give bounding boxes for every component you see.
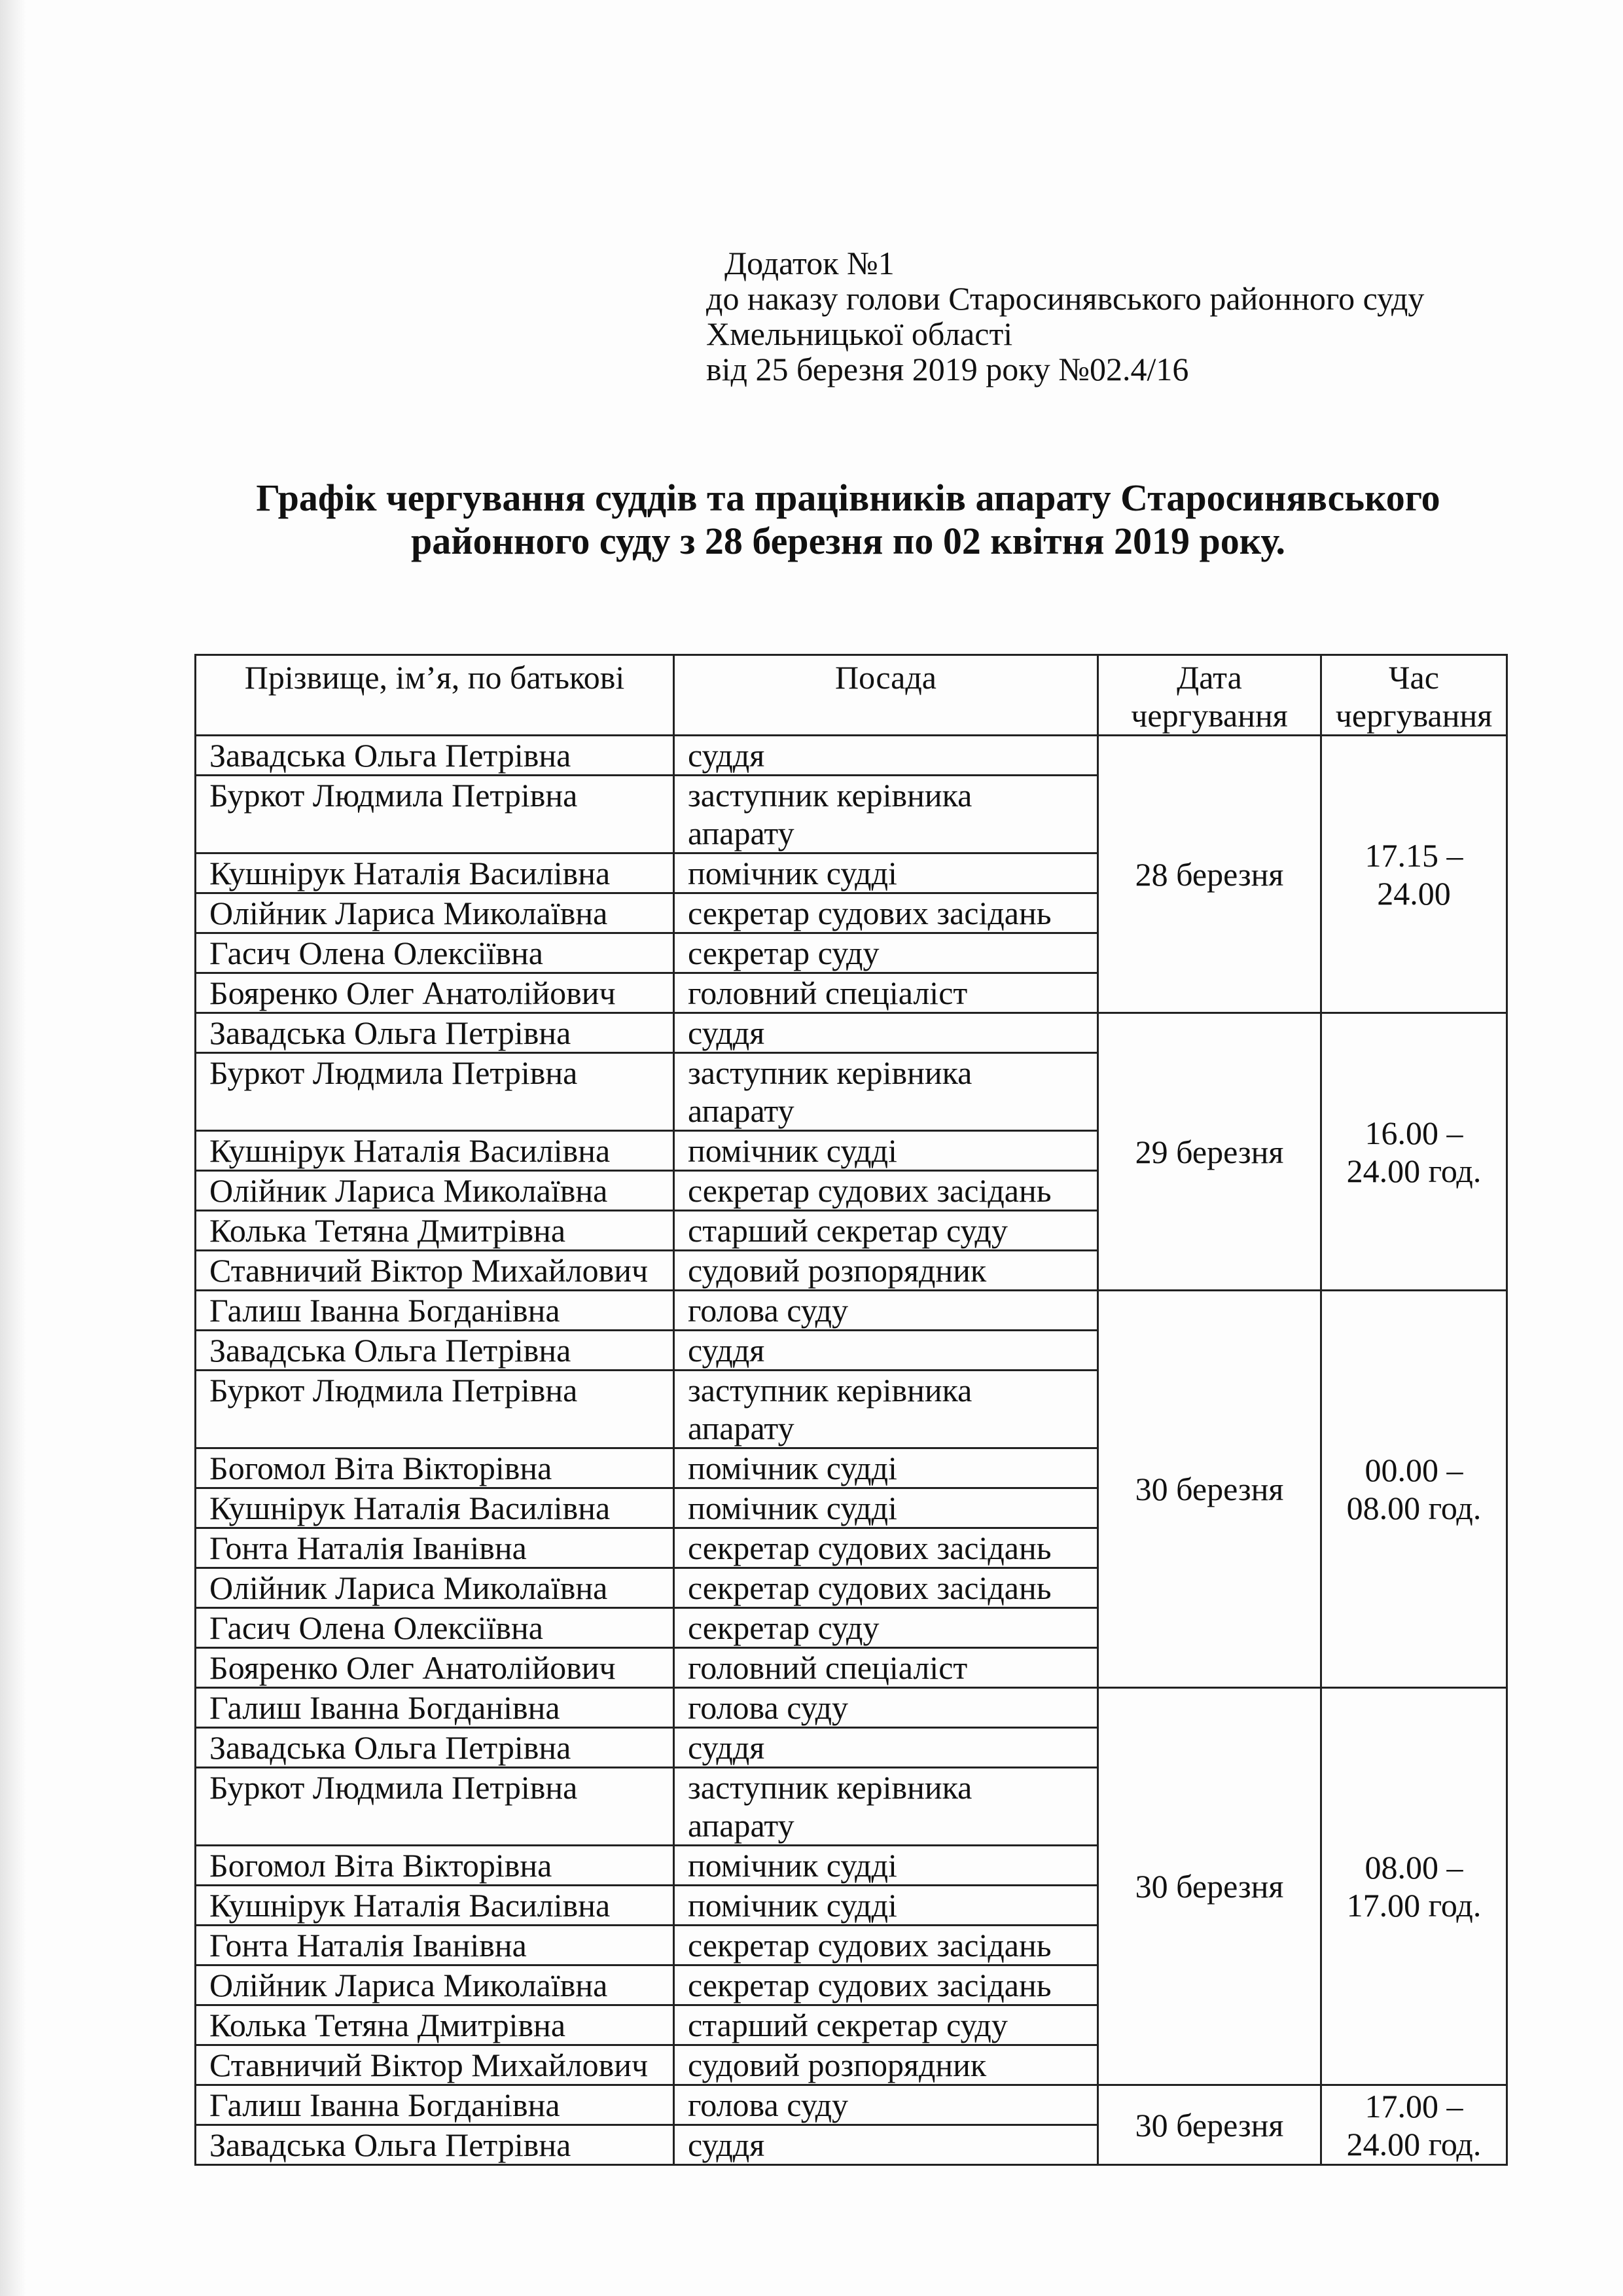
duty-time-line: 24.00 [1377,874,1451,912]
employee-position-cell [674,1846,1098,1886]
employee-name: Буркот Людмила Петрівна [196,776,674,853]
employee-name: Ставничий Віктор Михайлович [196,1251,674,1291]
employee-name: Буркот Людмила Петрівна [196,1371,674,1448]
employee-position: заступник керівника апарату [688,1054,972,1129]
employee-name: Кушнірук Наталія Василівна [196,853,674,893]
employee-name: Колька Тетяна Дмитрівна [196,1211,674,1251]
employee-name: Гасич Олена Олексіївна [196,933,674,973]
title-line-2: районного суду з 28 березня по 02 квітня 2019 року. [410,520,1286,562]
employee-position: голова суду [688,2087,849,2123]
employee-position-cell [674,1568,1098,1608]
appendix-date-line: від 25 березня 2019 року №02.4/16 [706,351,1189,387]
employee-name: Завадська Ольга Петрівна [196,736,674,776]
employee-position-cell [674,1768,1098,1846]
employee-name: Кушнірук Наталія Василівна [196,1886,674,1926]
employee-position: помічник судді [688,1490,897,1526]
employee-position: суддя [688,1014,765,1051]
header-duty-time: Час чергування [1321,655,1507,736]
employee-position-cell [674,1688,1098,1728]
employee-position: заступник керівника апарату [688,777,972,852]
employee-name: Бояренко Олег Анатолійович [196,973,674,1013]
employee-position: голова суду [688,1689,849,1726]
duty-time-line: 17.00 год. [1346,1887,1482,1924]
table-body [196,736,1507,2165]
employee-position: суддя [688,2126,765,2163]
employee-position-cell [674,973,1098,1013]
employee-position: суддя [688,1729,765,1766]
employee-position: секретар судових засідань [688,1927,1052,1964]
employee-position-cell [674,1926,1098,1965]
duty-date: 30 березня [1098,2085,1321,2165]
employee-position-cell [674,1171,1098,1211]
employee-name: Олійник Лариса Миколаївна [196,1171,674,1211]
employee-position: помічник судді [688,1847,897,1884]
employee-name: Завадська Ольга Петрівна [196,1013,674,1053]
employee-position-cell [674,2005,1098,2045]
employee-position: головний спеціаліст [688,1649,968,1686]
employee-position: помічник судді [688,1132,897,1169]
employee-name: Олійник Лариса Миколаївна [196,1965,674,2005]
employee-position: секретар суду [688,1609,880,1646]
employee-position-cell [674,1528,1098,1568]
employee-name: Олійник Лариса Миколаївна [196,1568,674,1608]
duty-time-line: 08.00 – [1364,1849,1463,1886]
employee-position-cell [674,1251,1098,1291]
duty-time-line: 17.00 – [1364,2087,1463,2125]
duty-time-line: 24.00 год. [1346,2125,1482,2162]
employee-position-cell [674,1728,1098,1768]
appendix-order-line: до наказу голови Старосинявського районного суду [706,280,1425,317]
employee-position: секретар судових засідань [688,1530,1052,1566]
appendix-number: Додаток №1 [724,245,895,281]
duty-time-line: 24.00 год. [1346,1152,1482,1189]
employee-name: Колька Тетяна Дмитрівна [196,2005,674,2045]
employee-name: Завадська Ольга Петрівна [196,1331,674,1371]
employee-name: Галиш Іванна Богданівна [196,1688,674,1728]
duty-time-line: 08.00 год. [1346,1490,1482,1526]
employee-position-cell [674,2085,1098,2125]
employee-position: помічник судді [688,855,897,891]
duty-schedule-table [194,654,1508,2166]
table-row [196,1688,1507,1728]
employee-position-cell [674,1608,1098,1648]
employee-name: Гонта Наталія Іванівна [196,1528,674,1568]
employee-position-cell [674,1211,1098,1251]
employee-position: секретар суду [688,935,880,971]
table-row [196,736,1507,776]
duty-time [1321,1688,1507,2085]
employee-position: голова суду [688,1292,849,1329]
duty-time [1321,2085,1507,2165]
employee-name: Богомол Віта Вікторівна [196,1846,674,1886]
employee-position-cell [674,1648,1098,1688]
header-duty-date: Дата чергування [1098,655,1321,736]
employee-name: Завадська Ольга Петрівна [196,2125,674,2165]
employee-name: Ставничий Віктор Михайлович [196,2045,674,2085]
employee-position-cell [674,776,1098,853]
employee-name: Кушнірук Наталія Василівна [196,1488,674,1528]
scan-edge-shadow [0,0,26,2296]
document-title [0,476,1623,563]
employee-position-cell [674,736,1098,776]
employee-position-cell [674,2045,1098,2085]
employee-name: Богомол Віта Вікторівна [196,1448,674,1488]
employee-position: старший секретар суду [688,1212,1008,1249]
employee-position: секретар судових засідань [688,1172,1052,1209]
duty-date: 29 березня [1098,1013,1321,1291]
table-row [196,1291,1507,1331]
employee-name: Буркот Людмила Петрівна [196,1053,674,1131]
employee-position: помічник судді [688,1450,897,1486]
employee-position-cell [674,893,1098,933]
employee-name: Галиш Іванна Богданівна [196,2085,674,2125]
employee-position-cell [674,1488,1098,1528]
appendix-reference [706,245,1424,387]
employee-position-cell [674,1291,1098,1331]
duty-time-line: 17.15 – [1364,836,1463,874]
employee-name: Олійник Лариса Миколаївна [196,893,674,933]
employee-position: головний спеціаліст [688,975,968,1011]
employee-position-cell [674,1965,1098,2005]
duty-date: 30 березня [1098,1291,1321,1688]
employee-position-cell [674,1448,1098,1488]
employee-position: секретар судових засідань [688,1967,1052,2003]
appendix-region-line: Хмельницької області [706,315,1013,352]
duty-time [1321,1291,1507,1688]
header-name: Прізвище, ім’я, по батькові [196,655,674,736]
employee-position: секретар судових засідань [688,1570,1052,1606]
employee-name: Гасич Олена Олексіївна [196,1608,674,1648]
duty-time [1321,1013,1507,1291]
duty-time-line: 00.00 – [1364,1452,1463,1488]
employee-position-cell [674,1886,1098,1926]
employee-name: Кушнірук Наталія Василівна [196,1131,674,1171]
employee-position: судовий розпорядник [688,1252,987,1289]
duty-time [1321,736,1507,1013]
employee-position-cell [674,1013,1098,1053]
employee-name: Завадська Ольга Петрівна [196,1728,674,1768]
duty-time-line: 16.00 – [1364,1114,1463,1151]
employee-position-cell [674,2125,1098,2165]
duty-date: 28 березня [1098,736,1321,1013]
employee-position: заступник керівника апарату [688,1372,972,1446]
employee-name: Галиш Іванна Богданівна [196,1291,674,1331]
employee-position-cell [674,1131,1098,1171]
employee-name: Буркот Людмила Петрівна [196,1768,674,1846]
table-row [196,1013,1507,1053]
employee-name: Бояренко Олег Анатолійович [196,1648,674,1688]
employee-position-cell [674,853,1098,893]
employee-position: суддя [688,1332,765,1369]
employee-position-cell [674,1331,1098,1371]
header-position: Посада [674,655,1098,736]
employee-position-cell [674,1371,1098,1448]
table-header-row [196,655,1507,736]
table-row [196,2085,1507,2125]
employee-position: помічник судді [688,1887,897,1924]
employee-position-cell [674,1053,1098,1131]
employee-position: старший секретар суду [688,2007,1008,2043]
employee-position: суддя [688,737,765,774]
employee-position: судовий розпорядник [688,2047,987,2083]
employee-position-cell [674,933,1098,973]
duty-date: 30 березня [1098,1688,1321,2085]
employee-position: секретар судових засідань [688,895,1052,931]
employee-name: Гонта Наталія Іванівна [196,1926,674,1965]
title-line-1: Графік чергування суддів та працівників апарату Старосинявського [256,476,1440,519]
employee-position: заступник керівника апарату [688,1769,972,1844]
